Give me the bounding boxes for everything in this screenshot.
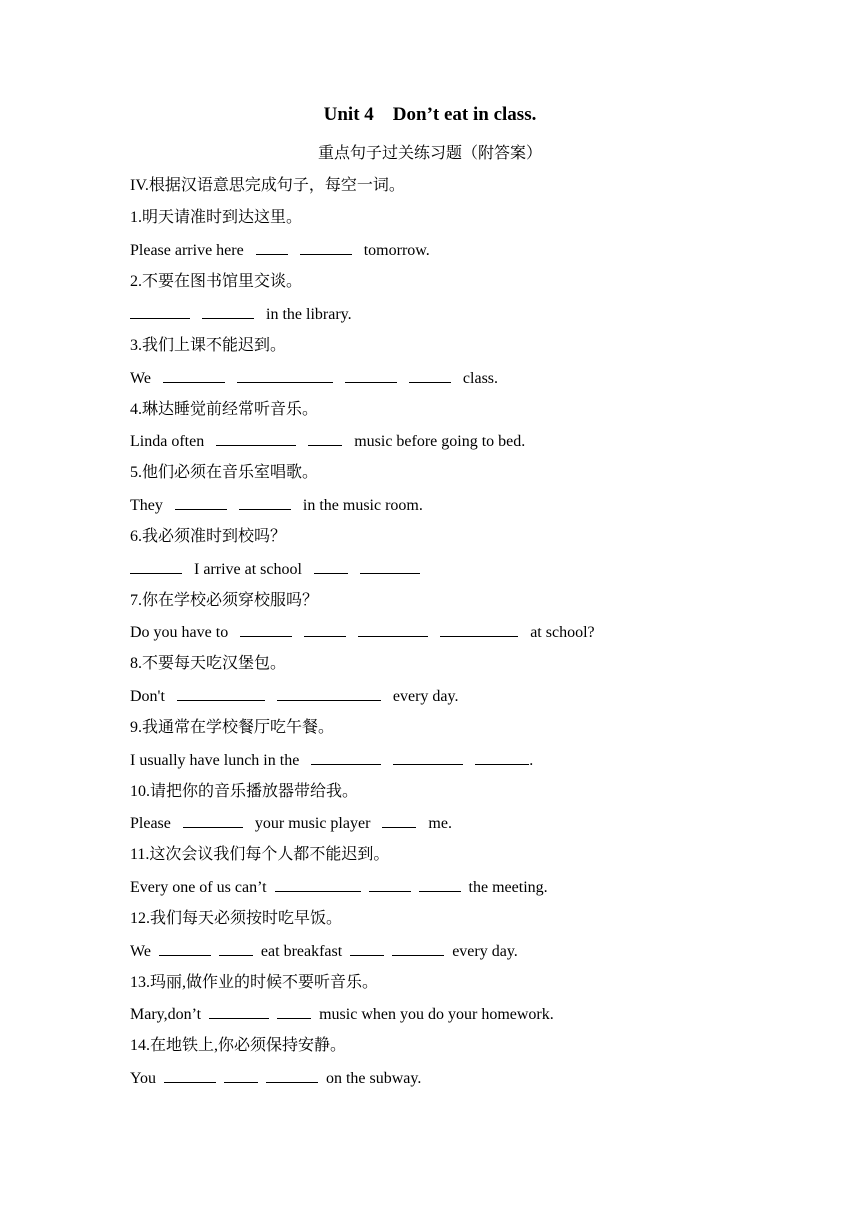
item-7-english — [130, 622, 595, 643]
item-9-chinese: 9.我通常在学校餐厅吃午餐。 — [130, 719, 335, 736]
item-9-english — [130, 750, 533, 771]
text-segment: Don't — [130, 688, 165, 705]
text-segment: Every one of us can’t — [130, 879, 267, 896]
answer-blank[interactable] — [164, 1068, 216, 1083]
text-segment: They — [130, 497, 163, 514]
text-segment: every day. — [452, 943, 518, 960]
answer-blank[interactable] — [382, 813, 416, 828]
item-13-english — [130, 1004, 554, 1025]
text-segment: in the library. — [266, 306, 352, 323]
text-segment: I usually have lunch in the — [130, 752, 300, 769]
answer-blank[interactable] — [419, 877, 461, 892]
answer-blank[interactable] — [237, 368, 333, 383]
item-3-chinese: 3.我们上课不能迟到。 — [130, 337, 287, 354]
answer-blank[interactable] — [300, 240, 352, 255]
text-segment: eat breakfast — [260, 943, 343, 960]
answer-blank[interactable] — [175, 495, 227, 510]
item-8-english — [130, 686, 458, 707]
text-segment: at school? — [530, 624, 595, 641]
text-segment: . — [529, 752, 534, 769]
text-segment: your music player — [254, 815, 371, 832]
item-7-chinese: 7.你在学校必须穿校服吗？ — [130, 592, 319, 609]
text-segment: every day. — [392, 688, 459, 705]
answer-blank[interactable] — [440, 622, 518, 637]
answer-blank[interactable] — [256, 240, 288, 255]
answer-blank[interactable] — [159, 941, 211, 956]
text-segment: on the subway. — [325, 1070, 422, 1087]
item-12-chinese: 12.我们每天必须按时吃早饭。 — [130, 910, 343, 927]
item-1-chinese: 1.明天请准时到达这里。 — [130, 209, 303, 226]
item-11-english — [130, 877, 548, 898]
text-segment: Do you have to — [130, 624, 229, 641]
answer-blank[interactable] — [163, 368, 225, 383]
text-segment: Linda often — [130, 433, 205, 450]
item-2-chinese: 2.不要在图书馆里交谈。 — [130, 273, 303, 290]
answer-blank[interactable] — [304, 622, 346, 637]
item-14-english — [130, 1068, 421, 1089]
answer-blank[interactable] — [224, 1068, 258, 1083]
item-10-chinese: 10.请把你的音乐播放器带给我。 — [130, 783, 359, 800]
answer-blank[interactable] — [392, 941, 444, 956]
item-2-english — [130, 304, 352, 325]
item-4-chinese: 4.琳达睡觉前经常听音乐。 — [130, 401, 319, 418]
answer-blank[interactable] — [277, 1004, 311, 1019]
answer-blank[interactable] — [314, 559, 348, 574]
answer-blank[interactable] — [358, 622, 428, 637]
answer-blank[interactable] — [360, 559, 420, 574]
answer-blank[interactable] — [275, 877, 361, 892]
text-segment: in the music room. — [302, 497, 423, 514]
answer-blank[interactable] — [239, 495, 291, 510]
answer-blank[interactable] — [219, 941, 253, 956]
answer-blank[interactable] — [393, 750, 463, 765]
item-5-chinese: 5.他们必须在音乐室唱歌。 — [130, 464, 319, 481]
answer-blank[interactable] — [130, 559, 182, 574]
item-5-english — [130, 495, 423, 516]
text-segment: tomorrow. — [363, 242, 430, 259]
answer-blank[interactable] — [345, 368, 397, 383]
item-4-english — [130, 431, 525, 452]
answer-blank[interactable] — [475, 750, 529, 765]
text-segment: music before going to bed. — [354, 433, 526, 450]
text-segment: me. — [428, 815, 452, 832]
text-segment: Please arrive here — [130, 242, 244, 259]
answer-blank[interactable] — [308, 431, 342, 446]
text-segment: We — [130, 943, 151, 960]
section-instruction: IV.根据汉语意思完成句子，每空一词。 — [130, 177, 405, 194]
page-subtitle: 重点句子过关练习题（附答案） — [317, 145, 542, 162]
page-title: Unit 4 Don’t eat in class. — [323, 104, 537, 125]
text-segment: class. — [462, 370, 499, 387]
answer-blank[interactable] — [350, 941, 384, 956]
answer-blank[interactable] — [183, 813, 243, 828]
item-11-chinese: 11.这次会议我们每个人都不能迟到。 — [130, 846, 390, 863]
answer-blank[interactable] — [216, 431, 296, 446]
answer-blank[interactable] — [177, 686, 265, 701]
item-3-english — [130, 368, 498, 389]
item-13-chinese: 13.玛丽,做作业的时候不要听音乐。 — [130, 974, 379, 991]
answer-blank[interactable] — [202, 304, 254, 319]
text-segment: music when you do your homework. — [319, 1006, 554, 1023]
item-6-chinese: 6.我必须准时到校吗？ — [130, 528, 287, 545]
item-12-english — [130, 941, 518, 962]
text-segment: Mary,don’t — [130, 1006, 202, 1023]
answer-blank[interactable] — [311, 750, 381, 765]
text-segment: I arrive at school — [194, 561, 302, 578]
item-14-chinese: 14.在地铁上,你必须保持安静。 — [130, 1037, 347, 1054]
item-8-chinese: 8.不要每天吃汉堡包。 — [130, 655, 287, 672]
answer-blank[interactable] — [409, 368, 451, 383]
item-6-english — [130, 559, 420, 580]
text-segment: We — [130, 370, 151, 387]
item-10-english — [130, 813, 452, 834]
item-1-english — [130, 240, 430, 261]
answer-blank[interactable] — [209, 1004, 269, 1019]
answer-blank[interactable] — [130, 304, 190, 319]
answer-blank[interactable] — [277, 686, 381, 701]
answer-blank[interactable] — [369, 877, 411, 892]
answer-blank[interactable] — [240, 622, 292, 637]
text-segment: Please — [130, 815, 171, 832]
text-segment: the meeting. — [468, 879, 548, 896]
answer-blank[interactable] — [266, 1068, 318, 1083]
text-segment: You — [130, 1070, 156, 1087]
